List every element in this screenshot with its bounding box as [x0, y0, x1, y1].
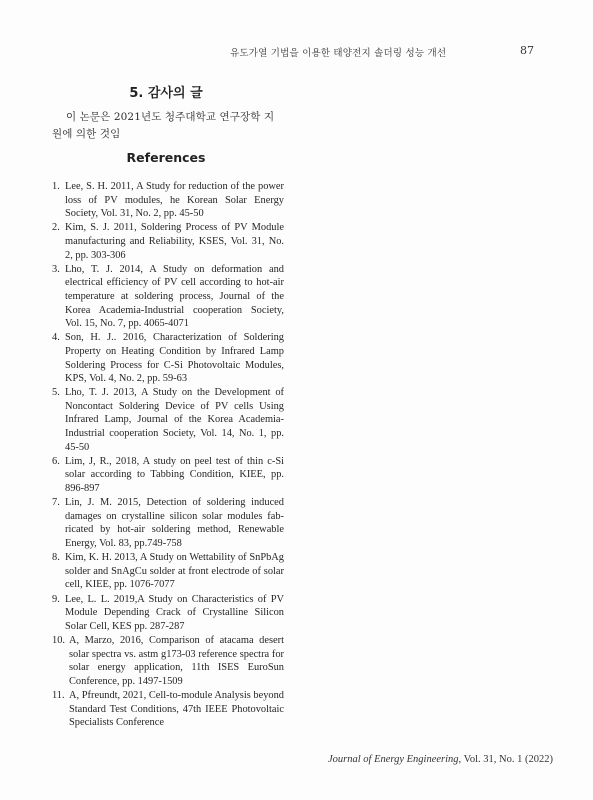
- reference-item: [52, 634, 284, 688]
- reference-number: 1.: [52, 181, 60, 192]
- journal-name: Journal of Energy Engineering: [328, 754, 459, 765]
- reference-list: [52, 180, 284, 730]
- reference-number: 4.: [52, 332, 60, 344]
- journal-volume: , Vol. 31, No. 1 (2022): [458, 754, 553, 765]
- journal-footer: [328, 754, 553, 765]
- reference-text: Lin, J. M. 2015, Detection of soldering induced damages on crystalline silicon solar modules fabricated by hot-air soldering method, Renewable Energy, Vol. 83, pp.749-758: [65, 497, 284, 549]
- reference-text: Lee, L. L. 2019,A Study on Characteristics of PV Module Depending Crack of Crystalline Silicon Solar Cell, KES pp. 287-287: [65, 593, 284, 632]
- reference-item: [52, 551, 284, 592]
- reference-number: 5.: [52, 387, 60, 399]
- reference-text: Lee, S. H. 2011, A Study for reduction of the power loss of PV modules, he Korean Solar Energy Society, Vol. 31, No. 2, pp. 45-50: [65, 181, 284, 220]
- acknowledgement-text: 이 논문은 2021년도 청주대학교 연구장학 지원에 의한 것임: [52, 111, 275, 140]
- reference-item: [52, 593, 284, 634]
- acknowledgement-title: 5. 감사의 글: [129, 86, 203, 101]
- reference-number: 9.: [52, 593, 60, 605]
- reference-item: [52, 180, 284, 221]
- reference-item: [52, 331, 284, 385]
- reference-text: A, Marzo, 2016, Comparison of atacama desert solar spectra vs. astm g173-03 reference spectra for solar energy application, 11th ISES EuroSun Conference, pp. 1497-1509: [69, 634, 284, 687]
- page-number: 87: [520, 44, 534, 57]
- reference-item: [52, 263, 284, 331]
- reference-item: [52, 689, 284, 730]
- running-head: 유도가열 기법을 이용한 태양전지 솔더링 성능 개선: [230, 48, 447, 59]
- reference-text: Kim, K. H. 2013, A Study on Wettability of SnPbAg solder and SnAgCu solder at front electrode of solar cell, KIEE, pp. 1076-7077: [65, 552, 284, 591]
- reference-number: 8.: [52, 552, 60, 564]
- reference-item: [52, 221, 284, 262]
- reference-text: Kim, S. J. 2011, Soldering Process of PV Module manufacturing and Reliability, KSES, Vol. 31, No. 2, pp. 303-306: [65, 222, 284, 261]
- reference-number: 10.: [52, 634, 65, 646]
- reference-item: [52, 455, 284, 496]
- reference-item: [52, 496, 284, 550]
- reference-text: Son, H. J.. 2016, Characterization of Soldering Property on Heating Condition by Infrared Lamp Soldering Process for C-Si Photovoltaic Modules, KPS, Vol. 4, No. 2, pp. 59-63: [65, 332, 284, 385]
- reference-number: 7.: [52, 497, 60, 509]
- reference-number: 11.: [52, 689, 65, 701]
- reference-text: Lho, T. J. 2014, A Study on deformation and electrical efficiency of PV cell according to hot-air temperature at soldering process, Journal of the Korea Academia-Industrial cooperation Society, Vol. 15, No. 7, pp. 4065-4071: [65, 263, 284, 330]
- reference-text: Lim, J, R., 2018, A study on peel test of thin c-Si solar according to Tabbing Condition, KIEE, pp. 896-897: [65, 455, 284, 495]
- reference-item: [52, 386, 284, 454]
- reference-number: 2.: [52, 222, 60, 234]
- references-title: References: [126, 150, 206, 165]
- reference-number: 6.: [52, 455, 60, 467]
- reference-text: Lho, T. J. 2013, A Study on the Development of Noncontact Soldering Device of PV cells Using Infrared Lamp, Journal of the Korea Academia-Industrial cooperation Society, Vol. 14, No. 1, pp. 45-50: [65, 387, 284, 453]
- reference-number: 3.: [52, 263, 60, 275]
- reference-text: A, Pfreundt, 2021, Cell-to-module Analysis beyond Standard Test Conditions, 47th IEEE Photovoltaic Specialists Conference: [69, 689, 284, 729]
